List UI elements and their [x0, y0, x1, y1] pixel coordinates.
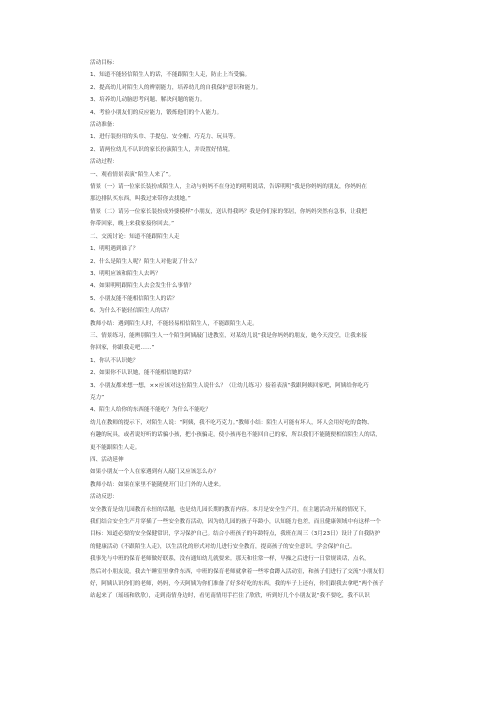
text-line-29: 4、陌生人给你的东西能不能吃？为什么不能吃？ [90, 407, 212, 414]
text-line-1: 活动目标： [90, 60, 118, 66]
text-line-12: 那边排队买东西，叫我过来带你去找她。” [90, 196, 191, 203]
text-line-26: 2、如果你不认识她，能不能相信她的话？ [90, 370, 195, 377]
text-line-35: 教师小结：如果在家里不能随便开门让门外的人进来。 [90, 481, 225, 488]
text-line-40: 的健康活动《不跟陌生人走》，以生活化的形式对幼儿进行安全教育，提高孩子的安全意识，学会保护自己。 [90, 543, 356, 550]
text-line-10: 一、观看情景表演“陌生人来了”。 [90, 171, 175, 178]
text-line-34: 如果小朋友一个人在家遇到有人敲门又应该怎么办？ [90, 469, 219, 476]
text-line-39: 目标：知道必要的安全保健常识，学习保护自己。结合小班孩子的年龄特点，我班在周三（3月23日）设计了自我防护 [90, 531, 381, 538]
text-line-7: 1、进行装扮用的头巾、手提包、安全帽、巧克力、玩具等。 [90, 134, 239, 141]
text-line-37: 安全教育是幼儿园教育永恒的话题，也是幼儿园长期的教育内容。本月是安全生产月，在主题活动开展的情况下， [90, 506, 370, 513]
text-line-3: 2、提高幼儿对陌生人的辨别能力，培养幼儿的自我保护意识和能力。 [90, 84, 262, 91]
text-line-11: 情景（一）请一位家长装扮成陌生人，主动与妈妈不在身边的明明说话，告诉明明“我是你妈妈的朋友，你妈妈在 [90, 184, 367, 191]
text-line-41: 我事先与中班的保育老师做好联系，没有通知幼儿就要来。那天和往常一样，早操之后进行一日常规谈话，点名， [90, 556, 370, 563]
text-line-32: 更不能跟陌生人走。 [90, 444, 141, 451]
text-line-24: 你回家，你跟我走吧……” [90, 345, 155, 352]
text-line-43: 好，阿姨认识你们的老师，妈妈，今天阿姨为你们准备了好多好吃的东西，我的车子上还有，你们跟我去拿吧”两个孩子 [90, 581, 384, 588]
text-line-28: 克力” [90, 394, 105, 401]
text-line-16: 1、明明遇到谁了？ [90, 246, 139, 253]
text-line-36: 活动反思： [90, 494, 118, 501]
text-line-2: 1、知道不能轻信陌生人的话，不能跟陌生人走，防止上当受骗。 [90, 72, 251, 79]
text-line-30: 幼儿在教师的提示下，对陌生人说：“阿姨，我不吃巧克力。”教师小结：陌生人可能有坏人，坏人会用好吃的食物、 [90, 419, 373, 426]
text-line-9: 活动过程： [90, 159, 118, 166]
text-line-20: 5、小朋友能不能相信陌生人的话？ [90, 295, 178, 302]
text-line-23: 三、情景练习，能辨别陌生人一个陌生阿姨敲门进教室，对某幼儿说“我是你妈妈的朋友，她今天没空，让我来接 [90, 332, 367, 339]
text-line-17: 2、什么是陌生人呢？陌生人对他说了什么？ [90, 258, 200, 265]
text-line-21: 6、为什么不能轻信陌生人的话？ [90, 308, 172, 315]
text-line-14: 你带回家，晚上来我家接你回去。” [90, 221, 175, 228]
text-line-27: 3、小朋友都来想一想，××应该对这位陌生人说什么？（让幼儿练习）接着表演“我跟阿姨回家吧，阿姨给你吃巧 [90, 382, 369, 389]
text-line-38: 我们结合安全生产月穿插了一些安全教育活动，因为幼儿园的孩子年龄小，认知能力也差，而且健康领域中有这样一个 [90, 519, 381, 526]
text-line-25: 1、你认不认识她？ [90, 357, 139, 364]
text-line-44: 站起来了（瑶瑶和欣欣），走到南情身边时，看见南情用手拦住了欣欣，听到好几个小朋友说“我不要吃，我不认识 [90, 593, 370, 600]
text-line-33: 四、活动延伸 [90, 457, 124, 463]
text-line-18: 3、明明应该和陌生人去吗？ [90, 270, 161, 277]
text-line-22: 教师小结：遇到陌生人时，不能轻易相信陌生人，不能跟陌生人走。 [90, 320, 258, 327]
text-line-8: 2、请两位幼儿不认识的家长扮演陌生人，并设置好情境。 [90, 146, 234, 153]
text-line-42: 然后对小朋友说，我去午睡室里拿件东西，中班的保育老师就拿着一些零食蹲入活动室，和孩子们进行了交流“小朋友们 [90, 568, 384, 575]
text-line-15: 二、交流讨论：知道不能跟陌生人走 [90, 233, 180, 240]
text-line-19: 4、如果明明跟陌生人去会发生什么事情？ [90, 283, 195, 290]
text-line-13: 情景（二）请另一位家长装扮成外婆模样“小朋友，送认得我吗？我是你们家的邻居，你妈妈突然有急事，让我把 [90, 208, 367, 215]
text-line-31: 有趣的玩具，或者说好听的话骗小孩，把小孩骗走，使小孩再也不能回自己的家，所以我们不能随便相信陌生人的话， [90, 432, 381, 439]
text-line-4: 3、培养幼儿动脑思考问题、解决问题的能力。 [90, 97, 206, 104]
text-line-6: 活动准备： [90, 122, 118, 129]
document-body [90, 57, 414, 603]
text-line-5: 4、考验小朋友们的反应能力，锻炼他们的个人能力。 [90, 109, 223, 116]
